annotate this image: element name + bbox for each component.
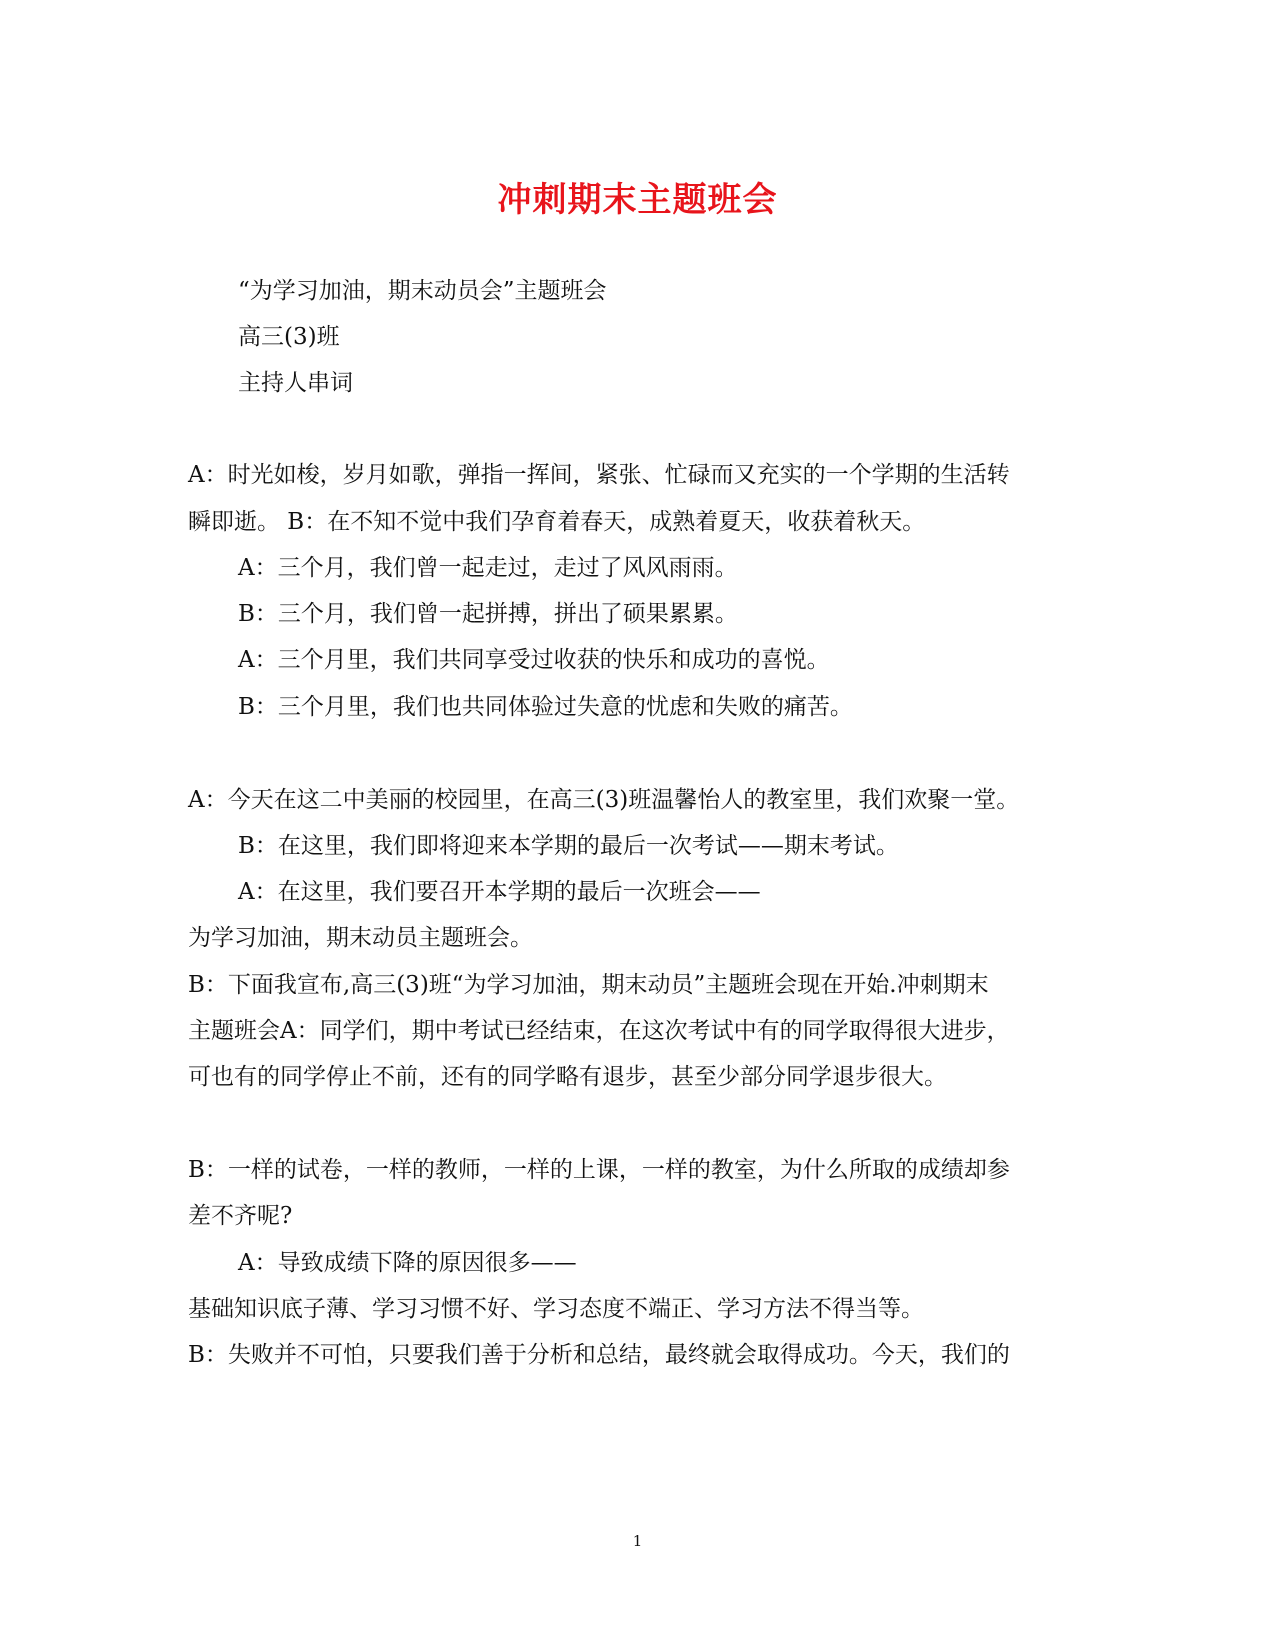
paragraph-line: 差不齐呢? — [188, 1203, 293, 1229]
paragraph-line: B：三个月，我们曾一起拼搏，拼出了硕果累累。 — [238, 601, 738, 627]
subtitle-line: “为学习加油，期末动员会”主题班会 — [238, 278, 607, 304]
paragraph-line: B：在这里，我们即将迎来本学期的最后一次考试——期末考试。 — [238, 833, 899, 859]
paragraph-line: A：导致成绩下降的原因很多—— — [238, 1250, 577, 1276]
paragraph-line: 为学习加油，期末动员主题班会。 — [188, 925, 533, 951]
paragraph-line: 瞬即逝。 B：在不知不觉中我们孕育着春天，成熟着夏天，收获着秋天。 — [188, 509, 926, 535]
paragraph-line: A：今天在这二中美丽的校园里，在高三(3)班温馨怡人的教室里，我们欢聚一堂。 — [188, 787, 1020, 813]
paragraph-line: B：失败并不可怕，只要我们善于分析和总结，最终就会取得成功。今天，我们的 — [188, 1342, 1010, 1368]
paragraph-line: A：在这里，我们要召开本学期的最后一次班会—— — [238, 879, 761, 905]
paragraph-line: A：三个月，我们曾一起走过，走过了风风雨雨。 — [238, 555, 738, 581]
paragraph-line: B：下面我宣布,高三(3)班“为学习加油，期末动员”主题班会现在开始.冲刺期末 — [188, 972, 989, 998]
paragraph-line: A：三个月里，我们共同享受过收获的快乐和成功的喜悦。 — [238, 647, 830, 673]
host-script-heading: 主持人串词 — [238, 370, 353, 396]
paragraph-line: B：三个月里，我们也共同体验过失意的忧虑和失败的痛苦。 — [238, 694, 853, 720]
paragraph-line: 基础知识底子薄、学习习惯不好、学习态度不端正、学习方法不得当等。 — [188, 1296, 924, 1322]
paragraph-line: 可也有的同学停止不前，还有的同学略有退步，甚至少部分同学退步很大。 — [188, 1064, 947, 1090]
page-number: 1 — [632, 1532, 643, 1550]
class-line: 高三(3)班 — [238, 324, 340, 350]
document-title: 冲刺期末主题班会 — [497, 180, 778, 220]
paragraph-line: B：一样的试卷，一样的教师，一样的上课，一样的教室，为什么所取的成绩却参 — [188, 1157, 1010, 1183]
paragraph-line: A：时光如梭，岁月如歌，弹指一挥间，紧张、忙碌而又充实的一个学期的生活转 — [188, 462, 1010, 488]
paragraph-line: 主题班会A：同学们，期中考试已经结束，在这次考试中有的同学取得很大进步， — [188, 1018, 1010, 1044]
